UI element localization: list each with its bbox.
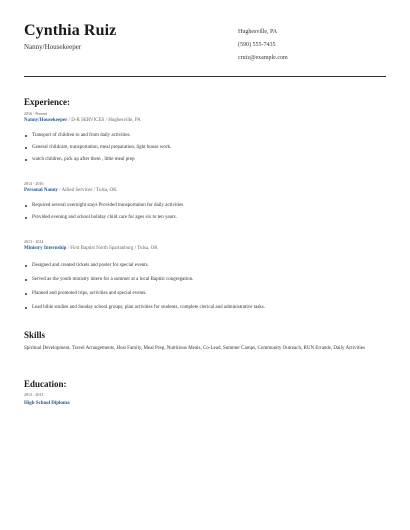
entry-job-title: Nanny/Housekeeper bbox=[24, 118, 68, 123]
entry-dates: 2013 - 2014 bbox=[24, 239, 44, 244]
education-degree: High School Diploma bbox=[24, 401, 70, 406]
skills-heading: Skills bbox=[24, 330, 46, 340]
contact-location: Hughesville, PA bbox=[238, 29, 278, 35]
entry-jobline bbox=[24, 187, 386, 195]
bullet-item: General childcare, transportation, meal preparation, light house work. bbox=[24, 142, 386, 154]
experience-entry bbox=[24, 239, 386, 315]
candidate-name: Cynthia Ruiz bbox=[24, 22, 117, 39]
skills-list: Spiritual Development, Travel Arrangements, Host Family, Meal Prep, Nutritious Meals, Co-Lead, Summer Camps, Community Outreach, RUN Errands, Daily Activities bbox=[24, 346, 365, 351]
experience-entry bbox=[24, 111, 386, 166]
entry-dates: 2014 - 2016 bbox=[24, 181, 44, 186]
bullet-item: Lead bible studies and Sunday school groups, plan activities for students, complete clerical and administrative tasks. bbox=[24, 301, 386, 315]
entry-company: / Allied Services / Tulsa, OK bbox=[58, 188, 117, 193]
entry-bullets bbox=[24, 130, 386, 166]
entry-bullets bbox=[24, 200, 386, 224]
education-dates: 2013 - 2013 bbox=[24, 392, 44, 397]
contact-email[interactable]: cruiz@example.com bbox=[238, 55, 288, 61]
entry-company: / D-R SERVICES / Hughesville, PA bbox=[67, 118, 141, 123]
experience-heading: Experience: bbox=[24, 97, 70, 107]
entry-job-title: Ministry Internship bbox=[24, 246, 67, 251]
bullet-item: Transport of children to and from daily activities. bbox=[24, 130, 386, 142]
bullet-item: Designed and created tickets and poster for special events. bbox=[24, 259, 386, 273]
entry-bullets bbox=[24, 259, 386, 315]
bullet-item: Provided evening and school holiday child care for ages six to ten years. bbox=[24, 212, 386, 224]
contact-phone: (590) 555-7435 bbox=[238, 42, 276, 48]
bullet-item: watch children, pick up after them , little meal prep bbox=[24, 154, 386, 166]
bullet-item: Planned and promoted trips, activities and special events. bbox=[24, 287, 386, 301]
bullet-item: Served as the youth ministry intern for a summer at a local Baptist congregation. bbox=[24, 273, 386, 287]
entry-jobline bbox=[24, 117, 386, 125]
entry-jobline bbox=[24, 245, 386, 253]
candidate-role: Nanny/Housekeeper bbox=[24, 43, 82, 51]
entry-dates: 2016 - Present bbox=[24, 111, 48, 116]
experience-entry bbox=[24, 181, 386, 224]
entry-job-title: Personal Nanny bbox=[24, 188, 59, 193]
header-divider bbox=[24, 76, 386, 77]
entry-company: / First Baptist North Spartanburg / Tulsa, OK bbox=[66, 246, 158, 251]
education-heading: Education: bbox=[24, 379, 67, 389]
bullet-item: Required several overnight stays Provided transportation for daily activities bbox=[24, 200, 386, 212]
